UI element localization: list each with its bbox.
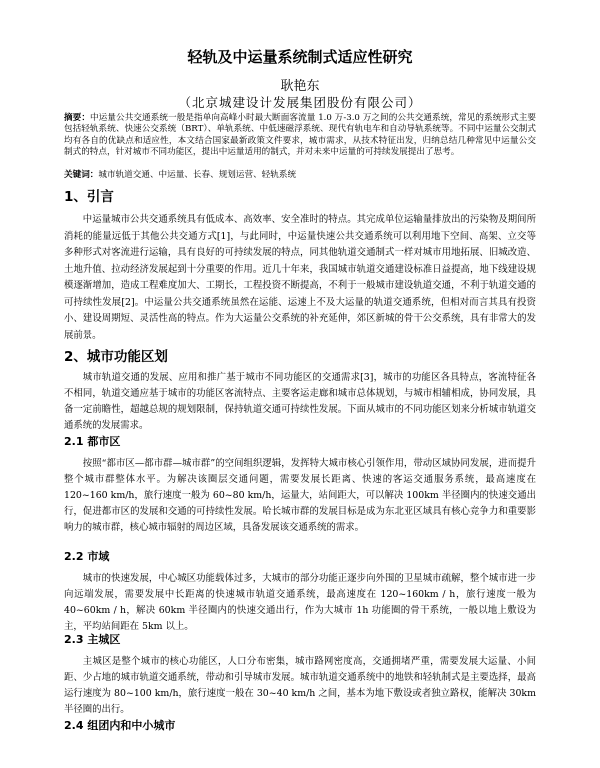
subsection-paragraph-city-region: 城市的快速发展，中心城区功能载体过多，大城市的部分功能正逐步向外围的卫星城市疏解，整个城市进一步向远端发展，需要发展中长距离的快速城市轨道交通系统，最高速度在 120~160km / h，旅行速度一般为 40~60km / h，解决 60km 半径圈内的快速交通出行，作为大城市 1h 功能圈的骨干系统，一般以地上敷设为主，平均站间距在 5km 以上。 <box>64 573 536 632</box>
author-affiliation: （北京城建设计发展集团股份有限公司） <box>178 95 422 110</box>
abstract <box>64 113 536 158</box>
abstract-label: 摘要： <box>64 113 91 123</box>
keywords-label: 关键词： <box>64 170 99 180</box>
subsection-paragraph-main-urban: 主城区是整个城市的核心功能区，人口分布密集，城市路网密度高，交通拥堵严重，需要发展大运量、小间距、少占地的城市轨道交通系统，带动和引导城市发展。城市轨道交通系统中的地铁和轻轨制式是主要选择，最高运行速度为 80~100 km/h，旅行速度一般在 30~40 km/h 之间，基本为地下敷设或者独立路权，能解决 30km 半径圈的出行。 <box>64 656 536 715</box>
abstract-text: 中运量公共交通系统一般是指单向高峰小时最大断面客流量 1.0 万-3.0 万之间的公共交通系统，常见的系统形式主要包括轻轨系统、快速公交系统（BRT）、单轨系统、中低速磁浮系统、现代有轨电车和自动导轨系统等。不同中运量公交制式均有各自的优缺点和适应性，本文结合国家最新政策文件要求，城市需求，从技术特征出发，归纳总结几种常见中运量公交制式的特点，针对城市不同功能区，提出中运量适用的制式，并对未来中运量的可持续发展提出了思考。 <box>64 113 536 157</box>
section-heading-intro: 1、引言 <box>64 189 114 205</box>
subsection-heading-main-urban: 2.3 主城区 <box>64 633 121 646</box>
subsection-heading-city-region: 2.2 市域 <box>64 550 110 563</box>
section-paragraph-intro: 中运量城市公共交通系统具有低成本、高效率、安全准时的特点。其完成单位运输量排放出的污染物及期间所消耗的能量远低于其他公共交通方式[1]，与此同时，中运量快速公共交通系统可以利用地下空间、高架、立交等多种形式对客流进行运输，具有良好的可持续发展的特点，同其他轨道交通制式一样对城市用地拓展、旧城改造、土地升值、拉动经济发展起到十分重要的作用。近几十年来，我国城市轨道交通建设标准日益提高，地下线建设规模逐渐增加，造成工程难度加大、工期长，工程投资不断提高，不利于一般城市建设轨道交通，不利于轨道交通的可持续性发展[2]。中运量公共交通系统虽然在运能、运速上不及大运量的轨道交通系统，但相对而言其具有投资小、建设周期短、灵活性高的特点。作为大运量公交系统的补充延伸，郊区新城的骨干公交系统，具有非常大的发展前景。 <box>64 214 536 341</box>
author-name: 耿艳东 <box>280 79 320 94</box>
subsection-heading-metro-area: 2.1 都市区 <box>64 435 121 448</box>
section-paragraph-zoning: 城市轨道交通的发展、应用和推广基于城市不同功能区的交通需求[3]，城市的功能区各具特点，客流特征各不相同，轨道交通应基于城市的功能区客流特点、主要客运走廊和城市总体规划，与城市相辅相成，协同发展，具备一定前瞻性，超越总规的规划限制，保持轨道交通可持续性发展。下面从城市的不同功能区划来分析城市轨道交通系统的发展需求。 <box>64 372 536 431</box>
subsection-paragraph-metro-area: 按照“都市区—都市群—城市群”的空间组织逻辑，发挥特大城市核心引领作用，带动区域协同发展，进而提升整个城市群整体水平。为解决该圈层交通问题，需要发展长距离、快速的客运交通服务系统，最高速度在 120~160 km/h，旅行速度一般为 60~80 km/h，运量大，站间距大，可以解决 100km 半径圈内的快速交通出行，促进都市区的发展和交通的可持续性发展。哈长城市群的发展目标是成为东北亚区域具有核心竞争力和重要影响力的城市群，核心城市辐射的周边区域，具备发展该交通系统的需求。 <box>64 458 536 533</box>
keywords <box>64 170 536 181</box>
paper-title: 轻轨及中运量系统制式适应性研究 <box>187 48 413 66</box>
section-heading-zoning: 2、城市功能区划 <box>64 349 168 365</box>
subsection-heading-clusters: 2.4 组团内和中小城市 <box>64 719 176 732</box>
keywords-text: 城市轨道交通、中运量、长春、规划运营、轻轨系统 <box>98 170 297 180</box>
